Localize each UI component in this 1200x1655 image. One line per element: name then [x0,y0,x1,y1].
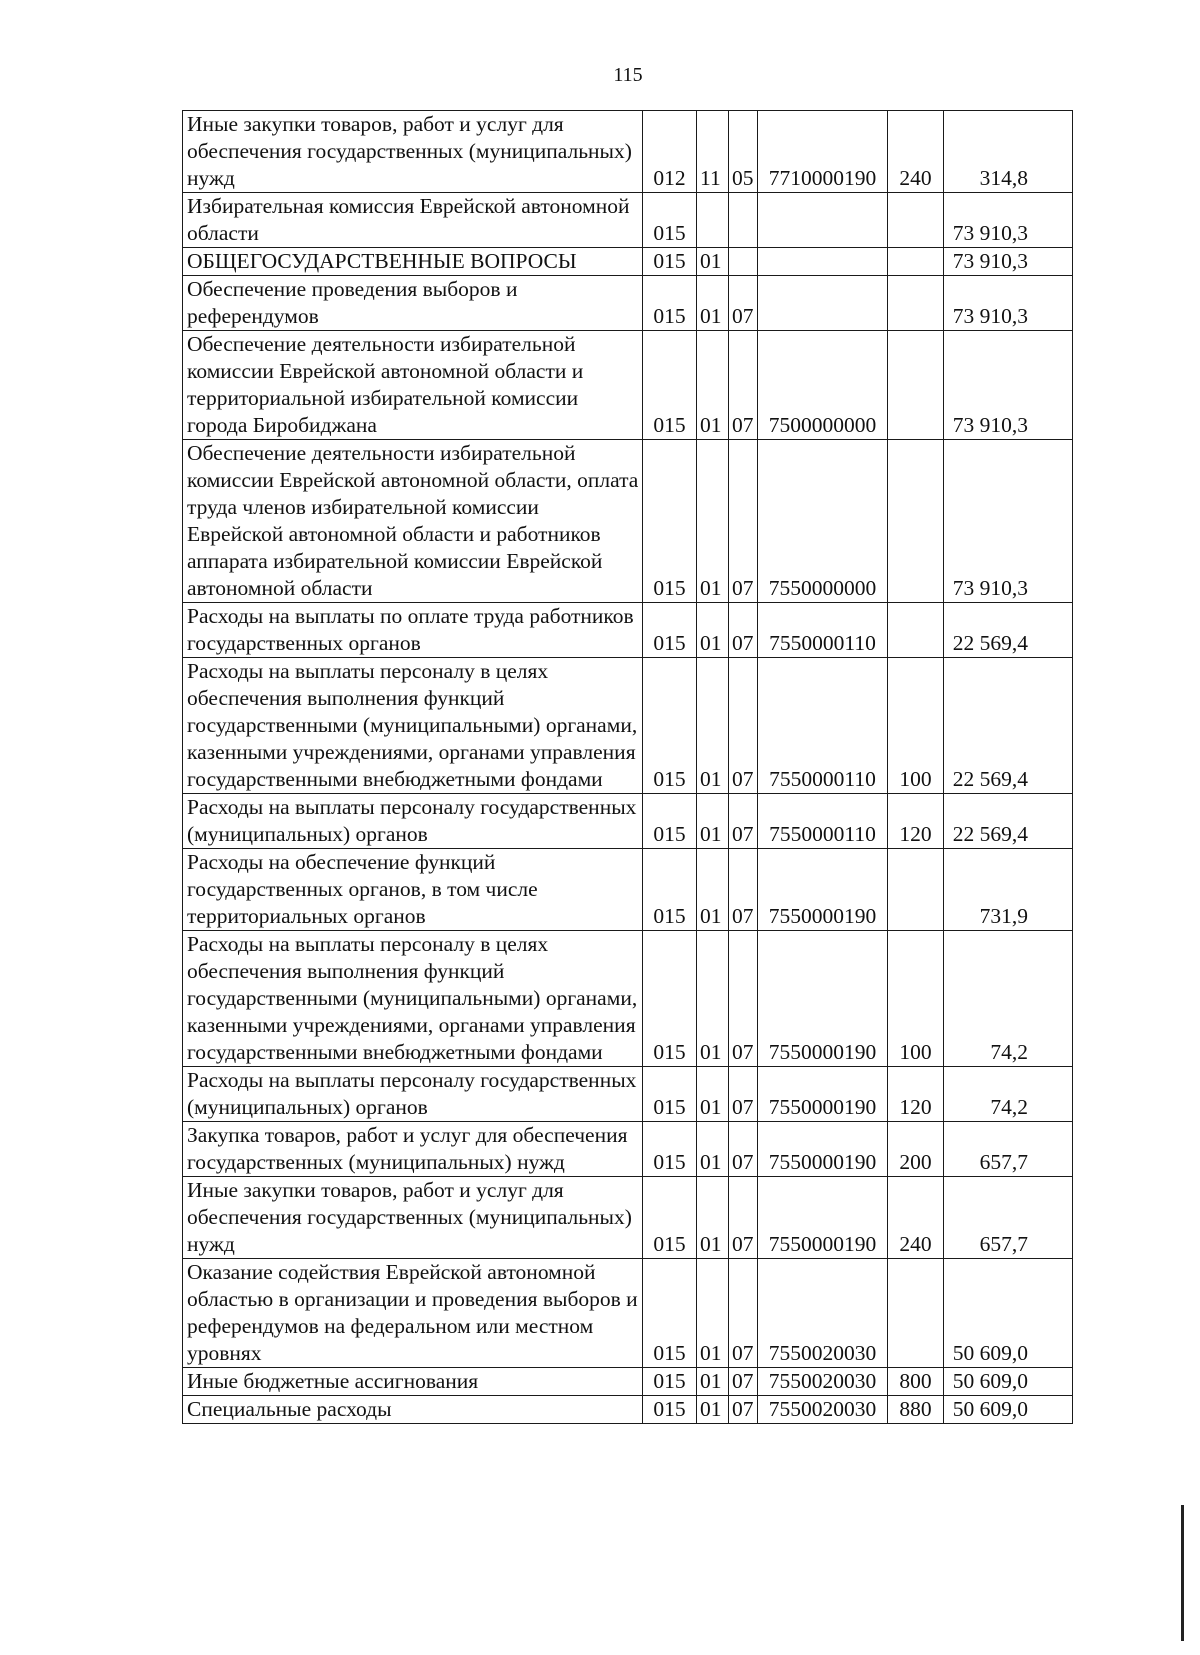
cell-section-code: 01 [697,1177,729,1259]
cell-expense-type-code [888,440,944,603]
cell-expense-type-code [888,331,944,440]
cell-ved-code: 015 [643,794,697,849]
cell-description: Расходы на выплаты персоналу государственных (муниципальных) органов [183,794,643,849]
cell-subsection-code [729,248,758,276]
cell-subsection-code: 07 [729,331,758,440]
cell-ved-code: 015 [643,1368,697,1396]
cell-target-article-code: 7550000190 [758,849,888,931]
cell-description: Закупка товаров, работ и услуг для обеспечения государственных (муниципальных) нужд [183,1122,643,1177]
cell-section-code: 01 [697,331,729,440]
table-row [183,849,1073,931]
budget-table [182,110,1073,1424]
table-row [183,931,1073,1067]
cell-expense-type-code [888,193,944,248]
cell-ved-code: 012 [643,111,697,193]
cell-expense-type-code: 120 [888,794,944,849]
cell-amount: 314,8 [944,111,1073,193]
cell-amount: 73 910,3 [944,440,1073,603]
table-row [183,193,1073,248]
cell-target-article-code: 7710000190 [758,111,888,193]
cell-subsection-code: 07 [729,658,758,794]
table-row [183,331,1073,440]
table-row [183,440,1073,603]
cell-target-article-code: 7550000190 [758,931,888,1067]
cell-description: Иные закупки товаров, работ и услуг для обеспечения государственных (муниципальных) нужд [183,1177,643,1259]
table-row [183,658,1073,794]
table-row [183,1067,1073,1122]
cell-amount: 22 569,4 [944,603,1073,658]
cell-description: Расходы на выплаты по оплате труда работников государственных органов [183,603,643,658]
scan-margin-line [1181,1505,1184,1641]
cell-subsection-code: 07 [729,849,758,931]
cell-target-article-code: 7550000000 [758,440,888,603]
cell-expense-type-code [888,1259,944,1368]
cell-section-code: 01 [697,1368,729,1396]
cell-description: Расходы на выплаты персоналу в целях обеспечения выполнения функций государственными (муниципальными) органами, казенными учреждениями, органами управления государственными внебюджетными фондами [183,931,643,1067]
cell-subsection-code: 07 [729,276,758,331]
cell-description: Обеспечение деятельности избирательной комиссии Еврейской автономной области и территориальной избирательной комиссии города Биробиджана [183,331,643,440]
cell-amount: 731,9 [944,849,1073,931]
table-row [183,111,1073,193]
cell-ved-code: 015 [643,248,697,276]
table-row [183,1177,1073,1259]
cell-section-code: 01 [697,931,729,1067]
cell-section-code: 01 [697,794,729,849]
cell-target-article-code: 7550000110 [758,603,888,658]
cell-ved-code: 015 [643,1396,697,1424]
cell-expense-type-code [888,603,944,658]
cell-description: ОБЩЕГОСУДАРСТВЕННЫЕ ВОПРОСЫ [183,248,643,276]
cell-description: Иные закупки товаров, работ и услуг для обеспечения государственных (муниципальных) нужд [183,111,643,193]
cell-amount: 50 609,0 [944,1368,1073,1396]
cell-target-article-code: 7550000110 [758,794,888,849]
cell-target-article-code [758,276,888,331]
cell-ved-code: 015 [643,603,697,658]
cell-amount: 22 569,4 [944,794,1073,849]
cell-subsection-code: 07 [729,1368,758,1396]
cell-expense-type-code: 100 [888,658,944,794]
cell-section-code: 01 [697,248,729,276]
cell-ved-code: 015 [643,1177,697,1259]
cell-description: Обеспечение деятельности избирательной комиссии Еврейской автономной области, оплата труда членов избирательной комиссии Еврейской автономной области и работников аппарата избирательной комиссии Еврейской автономной области [183,440,643,603]
cell-amount: 73 910,3 [944,331,1073,440]
cell-ved-code: 015 [643,1259,697,1368]
cell-ved-code: 015 [643,931,697,1067]
cell-target-article-code [758,193,888,248]
cell-subsection-code: 07 [729,1122,758,1177]
table-row [183,1396,1073,1424]
cell-ved-code: 015 [643,658,697,794]
cell-amount: 22 569,4 [944,658,1073,794]
cell-amount: 657,7 [944,1122,1073,1177]
cell-amount: 73 910,3 [944,276,1073,331]
cell-description: Иные бюджетные ассигнования [183,1368,643,1396]
cell-expense-type-code: 120 [888,1067,944,1122]
cell-section-code: 01 [697,1259,729,1368]
cell-subsection-code: 07 [729,794,758,849]
cell-subsection-code: 07 [729,1177,758,1259]
cell-ved-code: 015 [643,276,697,331]
cell-description: Расходы на выплаты персоналу в целях обеспечения выполнения функций государственными (муниципальными) органами, казенными учреждениями, органами управления государственными внебюджетными фондами [183,658,643,794]
cell-ved-code: 015 [643,331,697,440]
cell-ved-code: 015 [643,849,697,931]
cell-ved-code: 015 [643,1067,697,1122]
cell-subsection-code: 07 [729,1396,758,1424]
cell-amount: 74,2 [944,931,1073,1067]
cell-section-code: 01 [697,849,729,931]
cell-description: Специальные расходы [183,1396,643,1424]
cell-target-article-code: 7550020030 [758,1396,888,1424]
cell-amount: 50 609,0 [944,1259,1073,1368]
cell-expense-type-code [888,248,944,276]
cell-subsection-code: 07 [729,931,758,1067]
cell-expense-type-code [888,276,944,331]
cell-expense-type-code: 200 [888,1122,944,1177]
cell-subsection-code: 07 [729,1259,758,1368]
table-row [183,276,1073,331]
cell-target-article-code: 7550000110 [758,658,888,794]
table-row [183,1122,1073,1177]
cell-expense-type-code: 240 [888,1177,944,1259]
cell-expense-type-code [888,849,944,931]
cell-subsection-code: 05 [729,111,758,193]
table-row [183,1368,1073,1396]
cell-section-code: 11 [697,111,729,193]
table-row [183,248,1073,276]
cell-subsection-code [729,193,758,248]
cell-section-code: 01 [697,1067,729,1122]
cell-target-article-code: 7500000000 [758,331,888,440]
cell-ved-code: 015 [643,193,697,248]
cell-subsection-code: 07 [729,440,758,603]
cell-ved-code: 015 [643,440,697,603]
cell-target-article-code: 7550000190 [758,1177,888,1259]
cell-target-article-code: 7550000190 [758,1067,888,1122]
table-row [183,1259,1073,1368]
cell-description: Расходы на выплаты персоналу государственных (муниципальных) органов [183,1067,643,1122]
cell-target-article-code [758,248,888,276]
cell-target-article-code: 7550000190 [758,1122,888,1177]
cell-section-code: 01 [697,658,729,794]
cell-section-code: 01 [697,1122,729,1177]
cell-section-code: 01 [697,440,729,603]
cell-description: Избирательная комиссия Еврейской автономной области [183,193,643,248]
cell-description: Оказание содействия Еврейской автономной областью в организации и проведения выборов и референдумов на федеральном или местном уровнях [183,1259,643,1368]
cell-amount: 74,2 [944,1067,1073,1122]
cell-section-code: 01 [697,603,729,658]
cell-amount: 73 910,3 [944,248,1073,276]
cell-subsection-code: 07 [729,1067,758,1122]
cell-description: Расходы на обеспечение функций государственных органов, в том числе территориальных органов [183,849,643,931]
cell-amount: 73 910,3 [944,193,1073,248]
cell-section-code: 01 [697,1396,729,1424]
cell-description: Обеспечение проведения выборов и референдумов [183,276,643,331]
cell-ved-code: 015 [643,1122,697,1177]
cell-section-code [697,193,729,248]
table-row [183,794,1073,849]
cell-amount: 657,7 [944,1177,1073,1259]
cell-amount: 50 609,0 [944,1396,1073,1424]
cell-subsection-code: 07 [729,603,758,658]
cell-target-article-code: 7550020030 [758,1368,888,1396]
cell-expense-type-code: 240 [888,111,944,193]
cell-expense-type-code: 800 [888,1368,944,1396]
page-number: 115 [613,64,643,86]
cell-expense-type-code: 100 [888,931,944,1067]
table-body [183,111,1073,1424]
cell-target-article-code: 7550020030 [758,1259,888,1368]
table-row [183,603,1073,658]
cell-expense-type-code: 880 [888,1396,944,1424]
cell-section-code: 01 [697,276,729,331]
